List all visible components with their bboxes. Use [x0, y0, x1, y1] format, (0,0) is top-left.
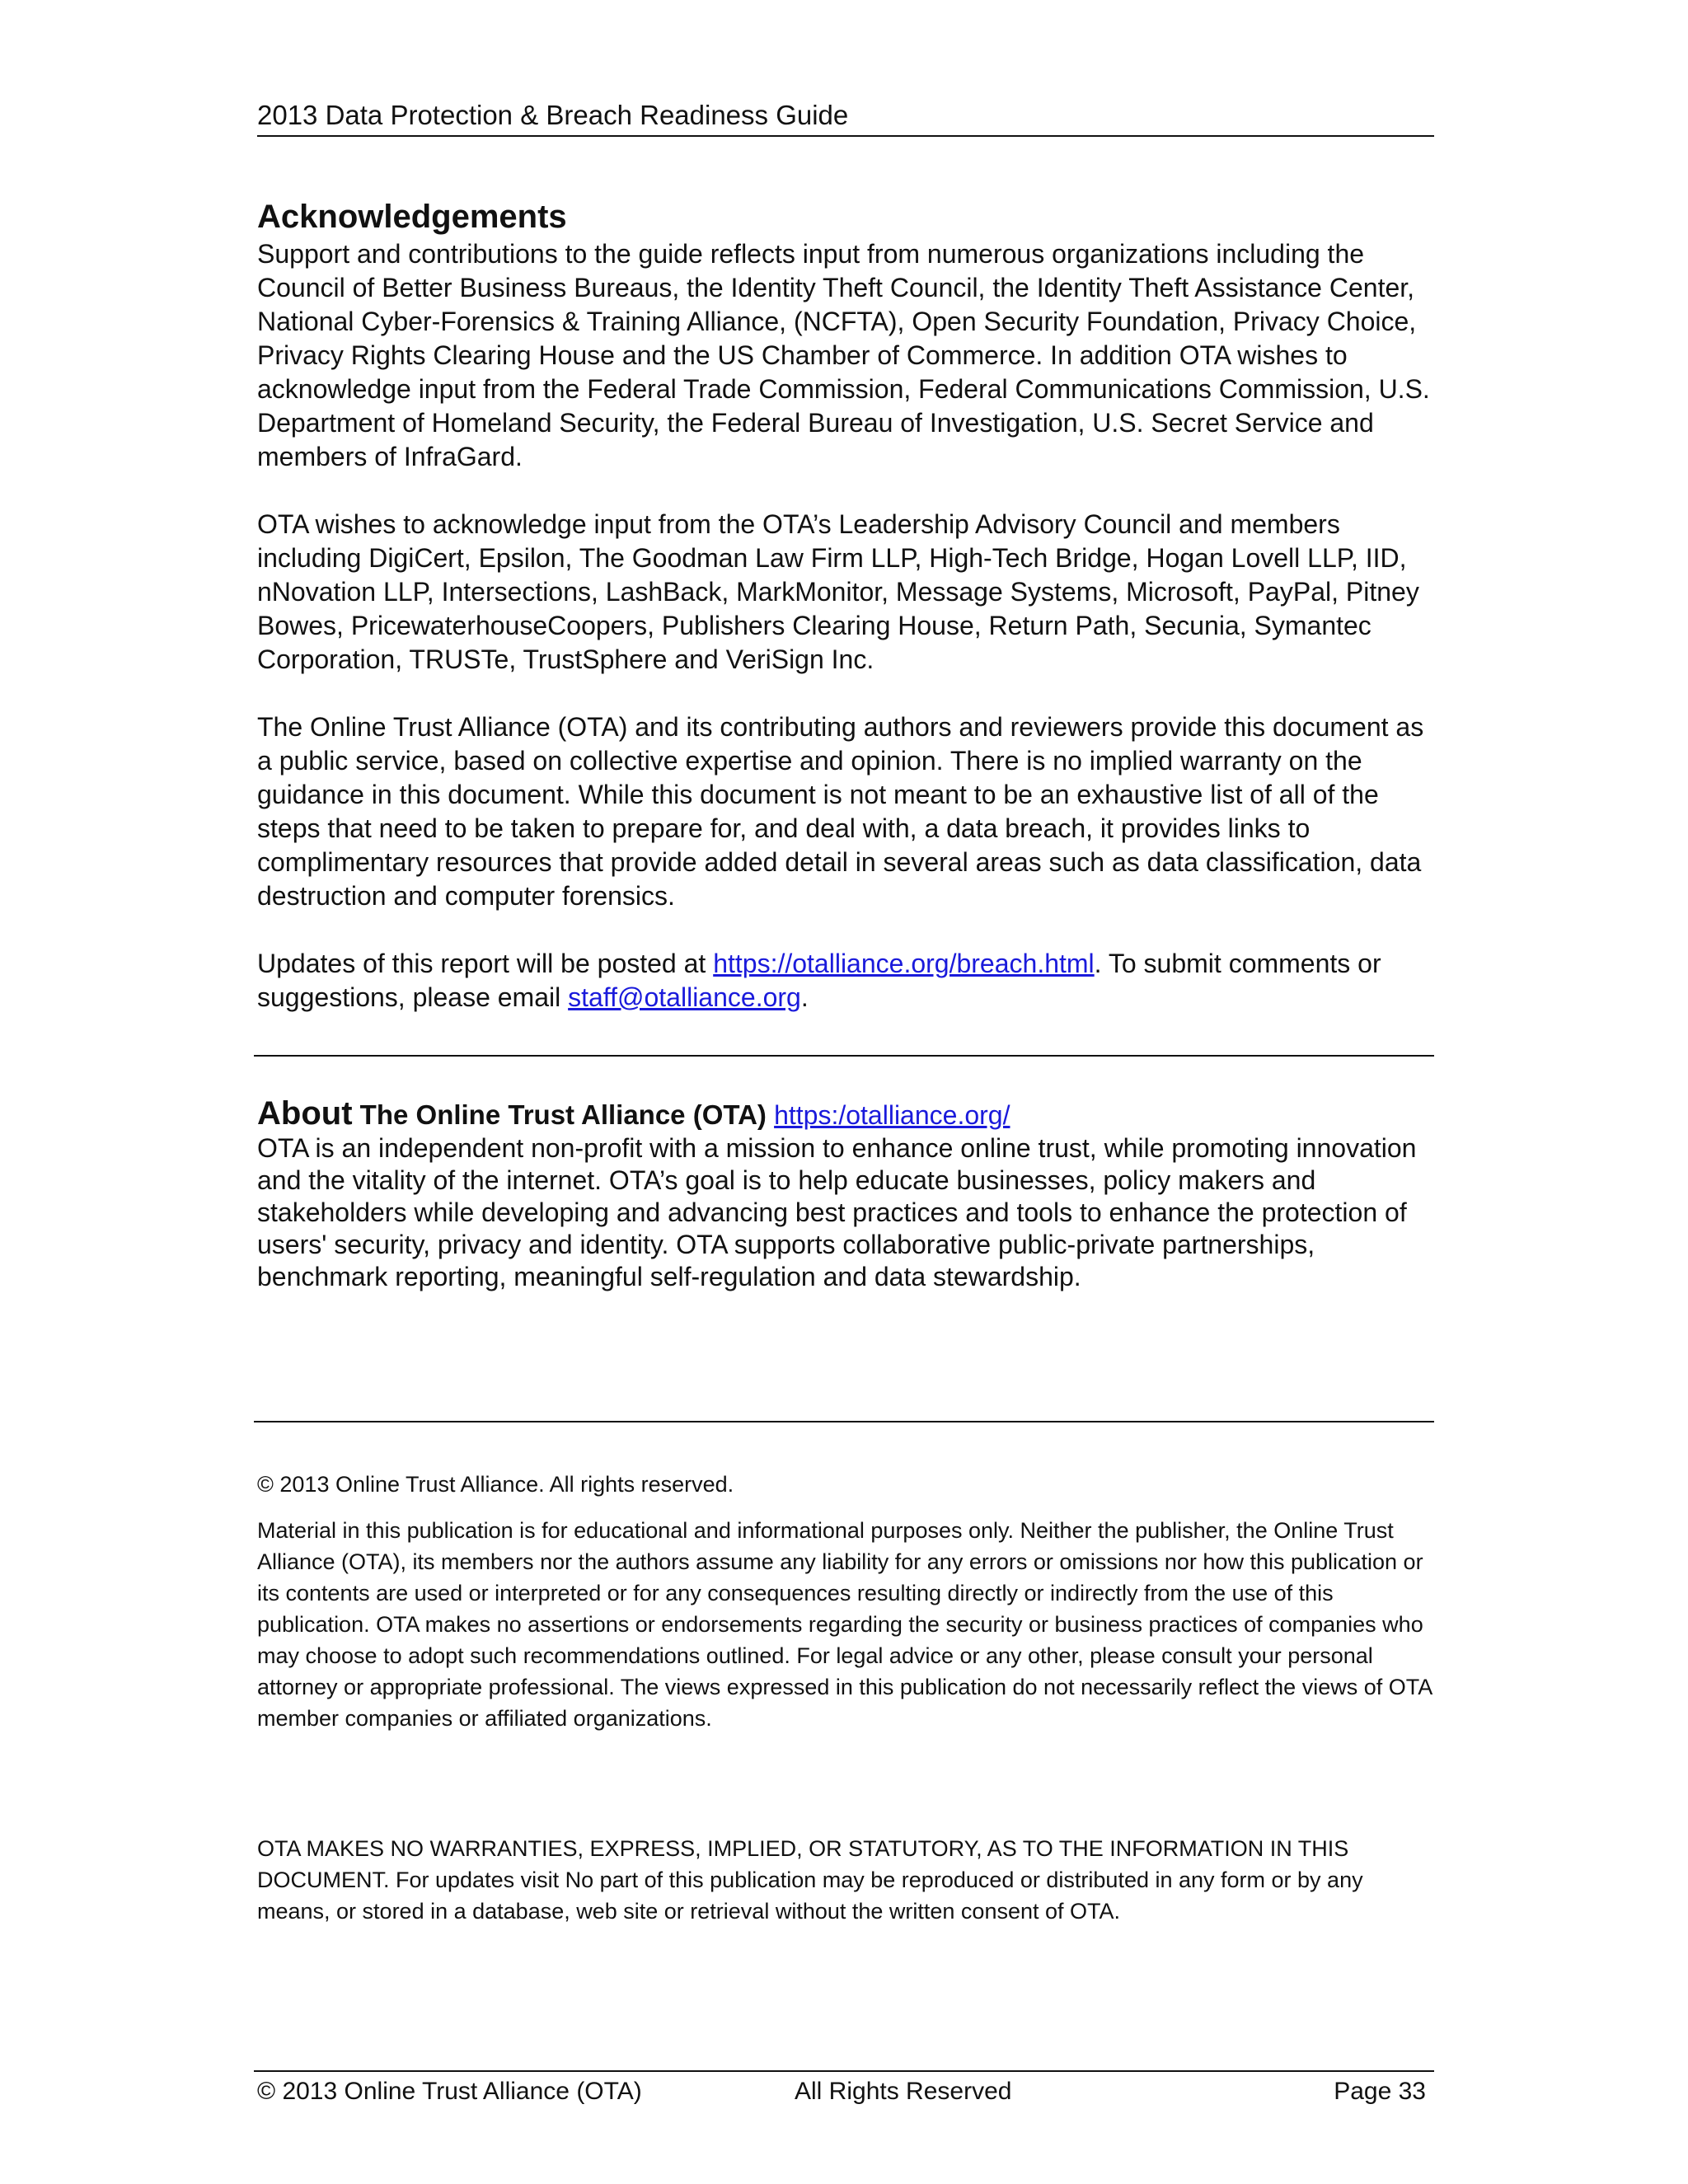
about-heading-about: About [257, 1095, 353, 1132]
about-section [257, 1096, 1434, 1293]
legal-disclaimer: Material in this publication is for educational and informational purposes only. Neither the publisher, the Online Trust Alliance (OTA), its members nor the authors assume any liability for any errors or omissions nor how this publication or its contents are used or interpreted or for any consequences resulting directly or indirectly from the use of this publication. OTA makes no assertions or endorsements regarding the security or business practices of companies who may choose to adopt such recommendations outlined. For legal advice or any other, please consult your personal attorney or appropriate professional. The views expressed in this publication do not necessarily reflect the views of OTA member companies or affiliated organizations. [257, 1518, 1432, 1731]
page-footer [257, 2075, 1426, 2108]
copyright-notice: © 2013 Online Trust Alliance. All rights reserved. [257, 1472, 734, 1497]
acknowledgements-heading: Acknowledgements [257, 199, 567, 235]
updates-paragraph [257, 947, 1434, 1015]
ota-website-link[interactable]: https:/otalliance.org/ [774, 1100, 1010, 1130]
acknowledgements-paragraph-3: The Online Trust Alliance (OTA) and its contributing authors and reviewers provide this document as a public service, based on collective expertise and opinion. There is no implied warranty on the guidance in this document. While this document is not meant to be an exhaustive list of all of the steps that need to be taken to prepare for, and deal with, a data breach, it provides links to complimentary resources that provide added detail in several areas such as data classification, data destruction and computer forensics. [257, 712, 1424, 911]
about-heading-name: The Online Trust Alliance (OTA) [352, 1099, 767, 1130]
updates-prefix: Updates of this report will be posted at [257, 949, 714, 978]
legal-section [257, 1469, 1434, 1734]
acknowledgements-section [257, 196, 1434, 1015]
breach-page-link[interactable]: https://otalliance.org/breach.html [713, 949, 1095, 978]
footer-copyright: © 2013 Online Trust Alliance (OTA) [257, 2078, 642, 2105]
about-body: OTA is an independent non-profit with a mission to enhance online trust, while promoting innovation and the vitality of the internet. OTA’s goal is to help educate businesses, policy makers and stakeholders while developing and advancing best practices and tools to enhance the protection of users' security, privacy and identity. OTA supports collaborative public-private partnerships, benchmark reporting, meaningful self-regulation and data stewardship. [257, 1133, 1417, 1291]
section-divider-1 [254, 1055, 1434, 1057]
footer-divider [254, 2070, 1434, 2072]
about-heading [257, 1096, 1434, 1132]
updates-middle: . To submit comments or suggestions, please email [257, 949, 1381, 1012]
warranty-section [257, 1833, 1434, 1927]
footer-rights: All Rights Reserved [795, 2078, 1012, 2105]
acknowledgements-paragraph-2: OTA wishes to acknowledge input from the OTA’s Leadership Advisory Council and members including DigiCert, Epsilon, The Goodman Law Firm LLP, High-Tech Bridge, Hogan Lovell LLP, IID, nNovation LLP, Intersections, LashBack, MarkMonitor, Message Systems, Microsoft, PayPal, Pitney Bowes, PricewaterhouseCoopers, Publishers Clearing House, Return Path, Secunia, Symantec Corporation, TRUSTe, TrustSphere and VeriSign Inc. [257, 509, 1419, 674]
page-number: Page 33 [1334, 2078, 1426, 2105]
updates-suffix: . [800, 982, 809, 1012]
warranty-notice: OTA MAKES NO WARRANTIES, EXPRESS, IMPLIED, OR STATUTORY, AS TO THE INFORMATION IN THIS DOCUMENT. For updates visit No part of this publication may be reproduced or distributed in any form or by any means, or stored in a database, web site or retrieval without the written consent of OTA. [257, 1836, 1363, 1924]
section-divider-2 [254, 1421, 1434, 1422]
page-header: 2013 Data Protection & Breach Readiness Guide [257, 97, 1434, 137]
acknowledgements-paragraph-1: Support and contributions to the guide reflects input from numerous organizations including the Council of Better Business Bureaus, the Identity Theft Council, the Identity Theft Assistance Center, National Cyber-Forensics & Training Alliance, (NCFTA), Open Security Foundation, Privacy Choice, Privacy Rights Clearing House and the US Chamber of Commerce. In addition OTA wishes to acknowledge input from the Federal Trade Commission, Federal Communications Commission, U.S. Department of Homeland Security, the Federal Bureau of Investigation, U.S. Secret Service and members of InfraGard. [257, 239, 1430, 471]
staff-email-link[interactable]: staff@otalliance.org [568, 982, 801, 1012]
